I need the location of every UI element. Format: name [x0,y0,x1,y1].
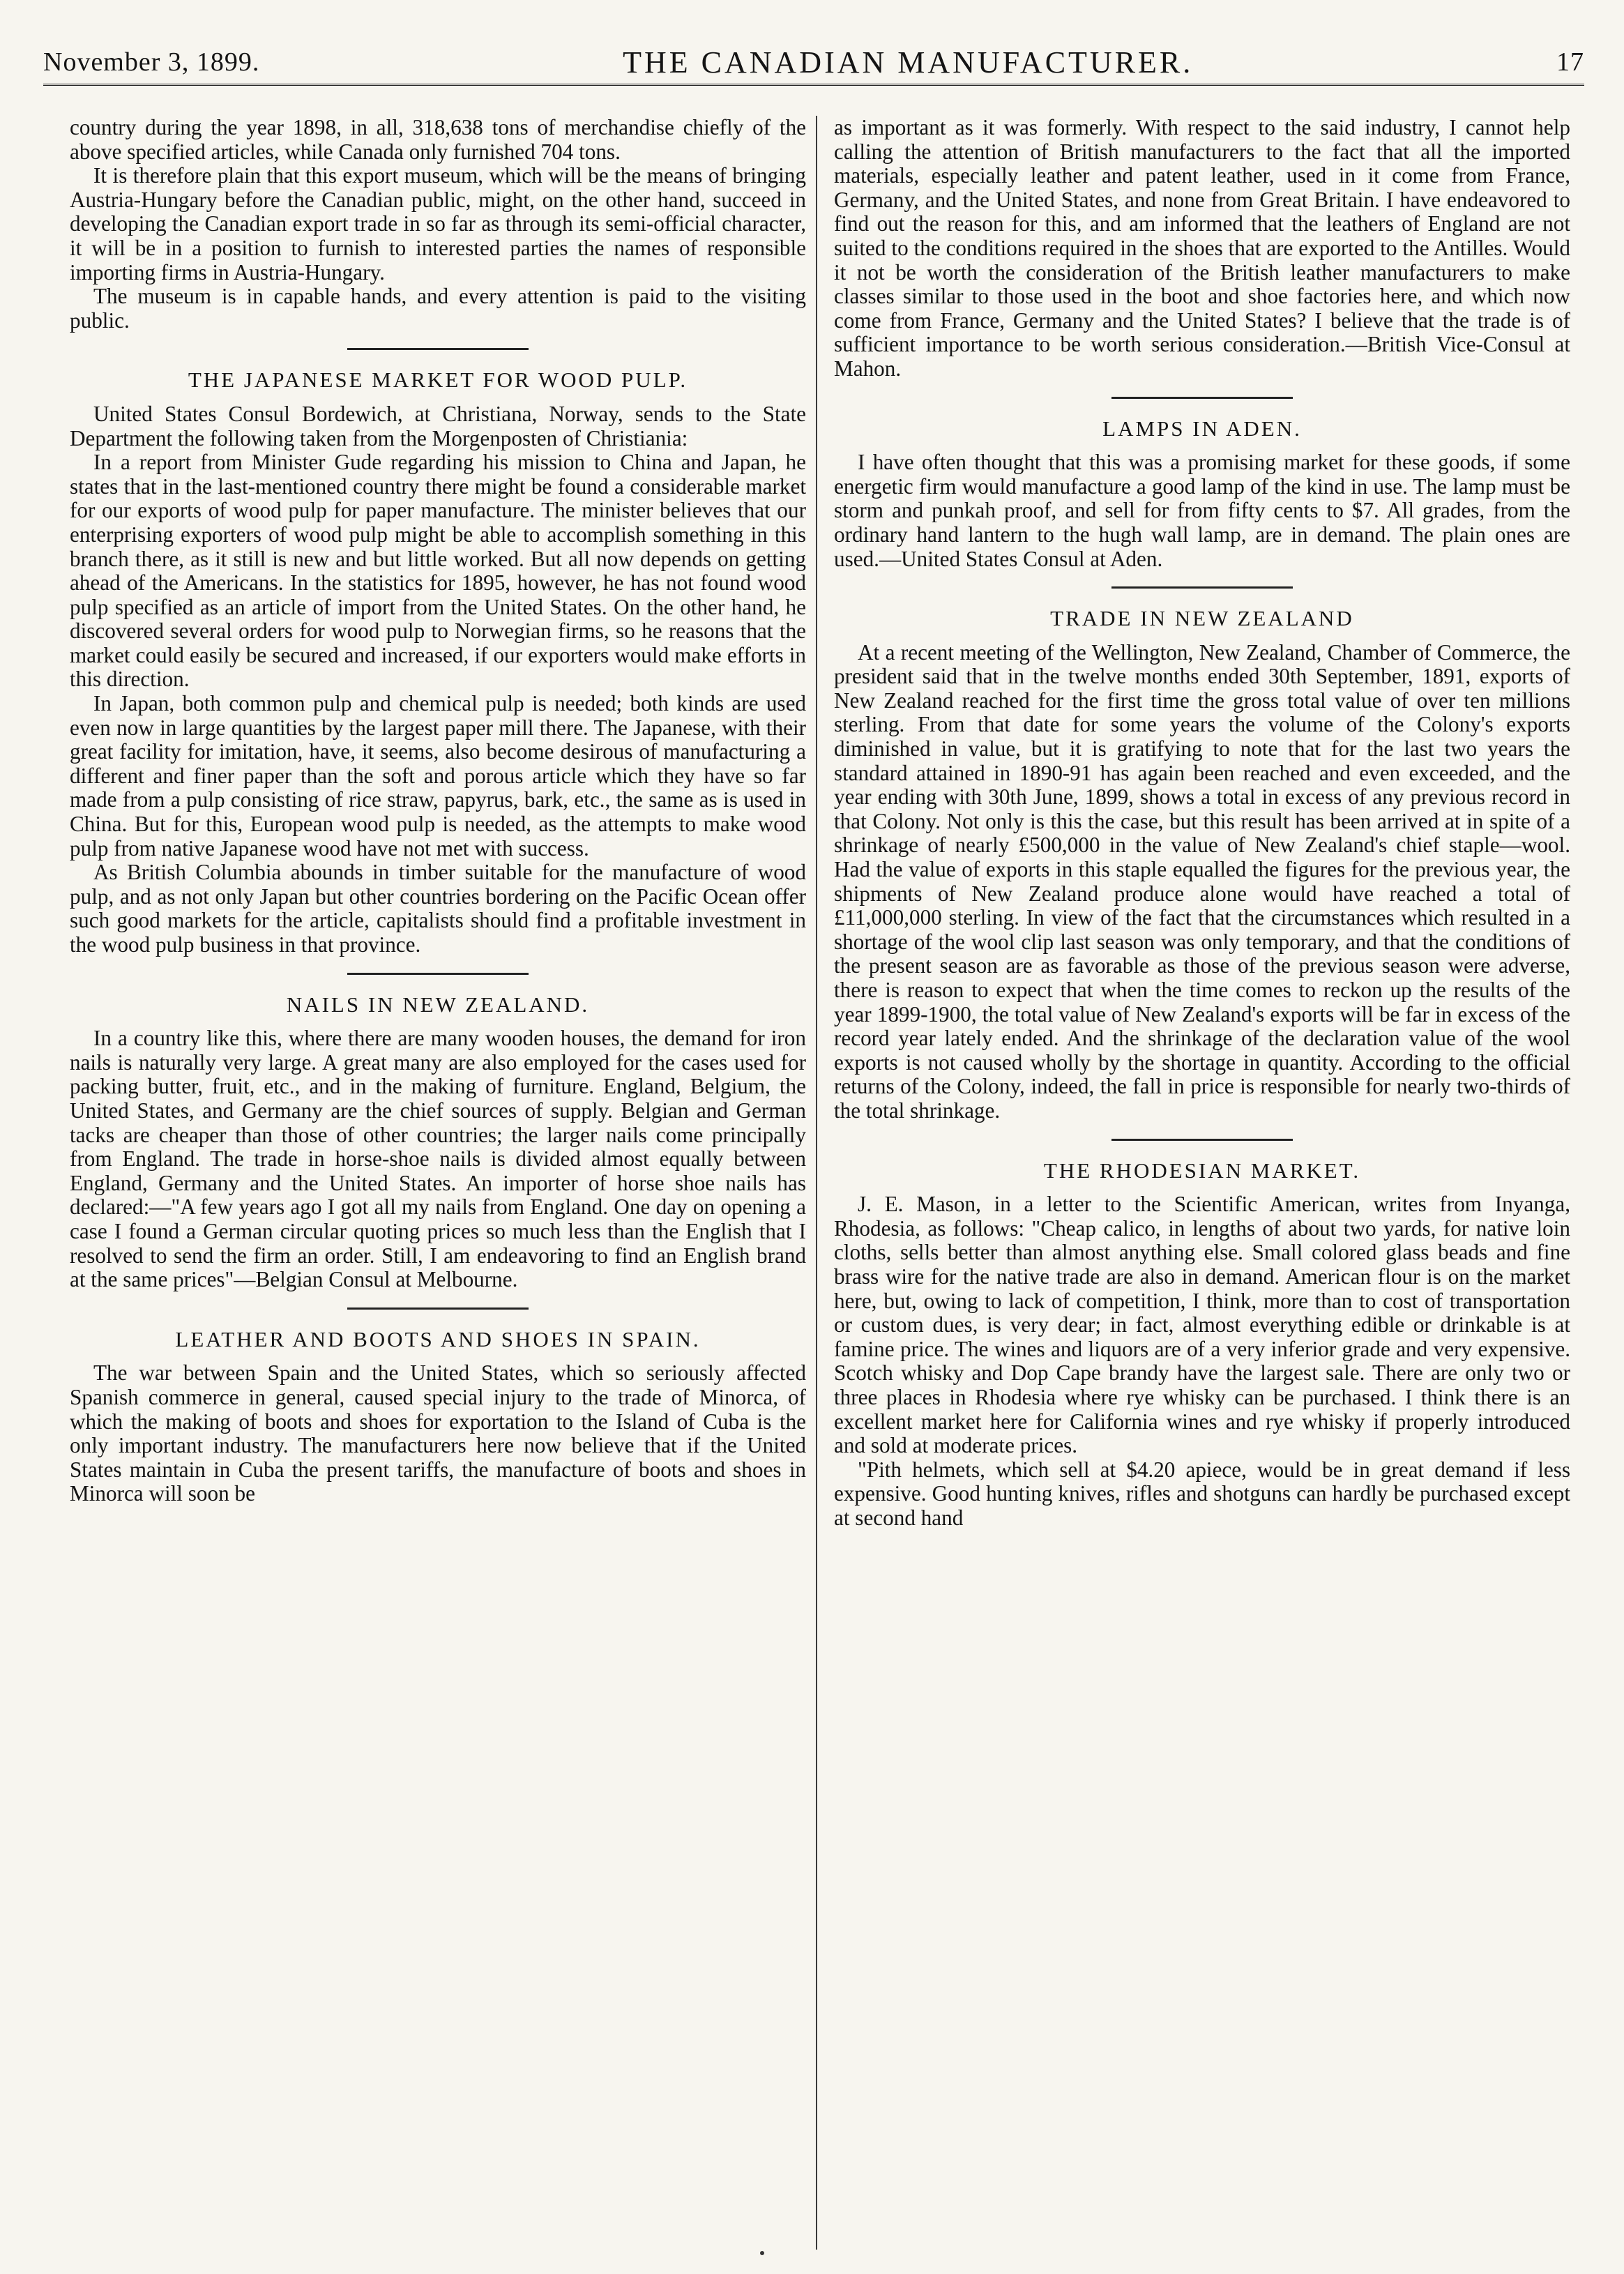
print-mark [760,2251,764,2255]
section-rule [1111,586,1293,589]
paragraph: The war between Spain and the United States, which so seriously affected Spanish commerce in general, caused special injury to the trade of Minorca, of which the making of boots and shoes for exportation to the Island of Cuba is the only important industry. The manufacturers here now believe that if the United States maintain in Cuba the present tariffs, the manufacture of boots and shoes in Minorca will soon be [70,1360,806,1506]
left-column [70,116,806,2250]
paragraph: It is therefore plain that this export museum, which will be the means of bringing Austria-Hungary before the Canadian public, might, on the other hand, succeed in developing the Canadian export trade in so far as through its semi-official character, it will be in a position to furnish to interested parties the names of responsible importing firms in Austria-Hungary. [70,163,806,285]
paragraph: The museum is in capable hands, and every attention is paid to the visiting public. [70,284,806,333]
page-header [43,40,1584,86]
article-title-leather: LEATHER AND BOOTS AND SHOES IN SPAIN. [175,1326,701,1351]
paragraph: country during the year 1898, in all, 318,638 tons of merchandise chiefly of the above specified articles, while Canada only furnished 704 tons. [70,116,806,164]
paragraph: As British Columbia abounds in timber suitable for the manufacture of wood pulp, and as not only Japan but other countries bordering on the Pacific Ocean offer such good markets for the article, capitalists should find a profitable investment in the wood pulp business in that province. [70,860,806,957]
section-rule [1111,1139,1293,1141]
page-number: 17 [1556,47,1584,77]
paragraph: United States Consul Bordewich, at Christiana, Norway, sends to the State Department the following taken from the Morgenposten of Christiania: [70,401,806,450]
section-rule [1111,397,1293,399]
column-divider [816,116,817,2250]
section-rule [347,348,529,350]
article-title-nails: NAILS IN NEW ZEALAND. [286,992,590,1017]
article-title-japanese-market: THE JAPANESE MARKET FOR WOOD PULP. [188,367,688,393]
paragraph: I have often thought that this was a promising market for these goods, if some energetic firm would manufacture a good lamp of the kind in use. The lamp must be storm and punkah proof, and sell for from fifty cents to $7. All grades, from the ordinary hand lantern to the hugh wall lamp, are in demand. The plain ones are used.—United States Consul at Aden. [834,450,1570,571]
paragraph: J. E. Mason, in a letter to the Scientific American, writes from Inyanga, Rhodesia, as follows: "Cheap calico, in lengths of about two yards, for native loin cloths, sells better than almost anything else. Small colored glass beads and fine brass wire for the native trade are also in demand. American flour is on the market here, but, owing to lack of competition, I think, more than to cost of transportation or custom dues, is very dear; in fact, almost everything edible or drinkable is at famine price. The wines and liquors are of a very inferior grade and very expensive. Scotch whisky and Dop Cape brandy have the largest sale. There are only two or three places in Rhodesia where rye whisky can be purchased. I think there is an excellent market here for California wines and rye whisky if properly introduced and sold at moderate prices. [834,1192,1570,1458]
article-title-new-zealand-trade: TRADE IN NEW ZEALAND [1050,606,1354,631]
right-column [834,116,1570,2250]
section-rule [347,973,529,975]
article-title-lamps: LAMPS IN ADEN. [1102,416,1302,441]
paragraph: as important as it was formerly. With respect to the said industry, I cannot help calling the attention of British manufacturers to the fact that all the imported materials, especially leather and patent leather, used in it come from France, Germany, and the United States, and none from Great Britain. I have endeavored to find out the reason for this, and am informed that the leathers of England are not suited to the conditions required in the shoes that are exported to the Antilles. Would it not be worth the consideration of the British leather manufacturers to make classes similar to those used in the boot and shoe factories here, and which now come from France, Germany and the United States? I believe that the trade is of sufficient importance to be worth serious consideration.—British Vice-Consul at Mahon. [834,116,1570,381]
paragraph: In Japan, both common pulp and chemical pulp is needed; both kinds are used even now in large quantities by the largest paper mill there. The Japanese, with their great facility for imitation, have, it seems, also become desirous of manufacturing a different and finer paper than the soft and porous article which they have so far made from a pulp consisting of rice straw, papyrus, bark, etc., the same as is used in China. But for this, European wood pulp is needed, as the attempts to make wood pulp from native Japanese wood have not met with success. [70,691,806,861]
paragraph: In a report from Minister Gude regarding his mission to China and Japan, he states that in the last-mentioned country there might be found a considerable market for our exports of wood pulp for paper manufacture. The minister believes that our enterprising exporters of wood pulp might be able to accomplish something in this branch there, as it still is new and but little worked. But all now depends on getting ahead of the Americans. In the statistics for 1895, however, he has not found wood pulp specified as an article of import from the United States. On the other hand, he discovered several orders for wood pulp to Norwegian firms, so he reasons that the market could easily be secured and increased, if our exporters would make efforts in this direction. [70,450,806,692]
paragraph: At a recent meeting of the Wellington, New Zealand, Chamber of Commerce, the president said that in the twelve months ended 30th September, 1891, exports of New Zealand reached for the first time the gross total value of over ten millions sterling. From that date for some years the volume of the Colony's exports diminished in value, but it is gratifying to note that for the last two years the standard attained in 1890-91 has again been reached and even exceeded, and the year ending with 30th June, 1899, shows a total in excess of any previous record in that Colony. Not only is this the case, but this result has been arrived at in spite of a shrinkage of nearly £500,000 in the value of New Zealand's chief staple—wool. Had the value of exports in this staple equalled the figures for the previous year, the shipments of New Zealand produce alone would have reached a total of £11,000,000 sterling. In view of the fact that the circumstances which resulted in a shortage of the wool clip last season was only temporary, and that the conditions of the present season are as favorable as those of the previous season were adverse, there is reason to expect that when the time comes to reckon up the results of the year 1899-1900, the total value of New Zealand's exports will be far in excess of the record year lately ended. And the shrinkage of the declaration value of the wool exports is not caused wholly by the shortage in quantity. According to the official returns of the Colony, indeed, the fall in price is responsible for nearly two-thirds of the total shrinkage. [834,639,1570,1123]
paragraph: In a country like this, where there are many wooden houses, the demand for iron nails is naturally very large. A great many are also employed for the cases used for packing butter, fruit, etc., and in the making of furniture. England, Belgium, the United States, and Germany are the chief sources of supply. Belgian and German tacks are cheaper than those of other countries; the larger nails come principally from England. The trade in horse-shoe nails is divided almost equally between England, Germany and the United States. An importer of horse shoe nails has declared:—"A few years ago I got all my nails from England. One day on opening a case I found a German circular quoting prices so much less than the English that I resolved to send the firm an order. Still, I am endeavoring to find an English brand at the same prices"—Belgian Consul at Melbourne. [70,1026,806,1292]
article-title-rhodesian-market: THE RHODESIAN MARKET. [1043,1158,1361,1183]
section-rule [347,1307,529,1310]
paragraph: "Pith helmets, which sell at $4.20 apiece, would be in great demand if less expensive. Good hunting knives, rifles and shotguns can hardly be purchased except at second hand [834,1457,1570,1530]
issue-date: November 3, 1899. [43,47,260,77]
publication-title: THE CANADIAN MANUFACTURER. [623,45,1194,79]
